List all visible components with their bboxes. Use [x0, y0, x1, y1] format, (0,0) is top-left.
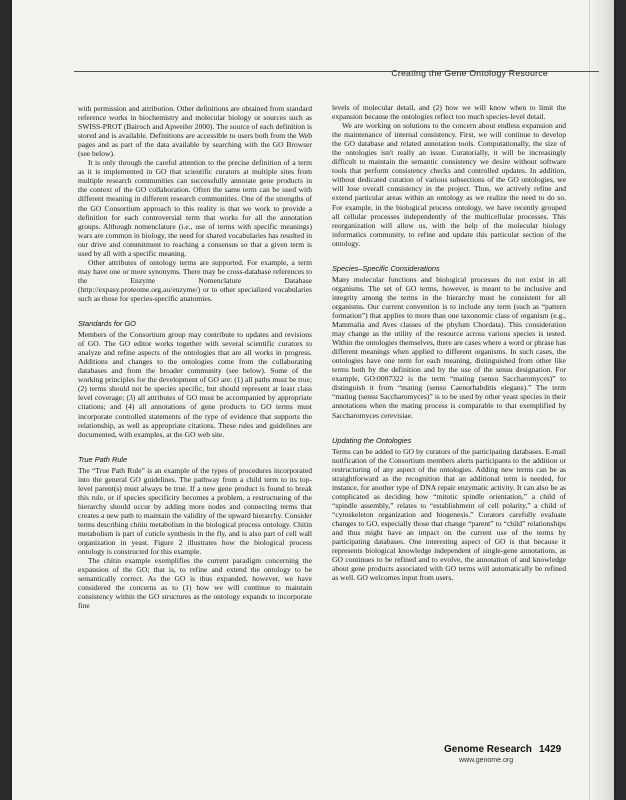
running-head: Creating the Gene Ontology Resource — [391, 68, 548, 78]
paragraph: Other attributes of ontology terms are supported. For example, a term may have one or more synonyms. There may be cross-database references to the Enzyme Nomenclature Database (http://expasy.proteome.org.au/enzyme/) or to other specialized vocabularies such as those for species-specific anatomies. — [78, 257, 312, 303]
journal-name: Genome Research — [444, 744, 532, 755]
paragraph: The chitin example exemplifies the current paradigm concerning the expansion of the GO; that is, to refine and extend the ontology to be semantically correct. As the GO is thus expanded, however, we have considered the concerns as to (1) how we will continue to maintain consistency within the GO structures as the ontology expands to incorporate fine — [78, 556, 312, 611]
paragraph: Terms can be added to GO by curators of the participating databases. E-mail notification of the Consortium members alerts participants to the addition or restructuring of any aspect of the ontologies. Adding new terms can be as straightforward as the recognition that an additional term is needed, for instance, for another type of DNA repair enzymatic activity. It can also be as complicated as deciding how “mitotic spindle orientation,” a child of “spindle assembly,” relates to “establishment of cell polarity,” a child of “cytoskeleton organization and biogenesis.” Curators carefully evaluate changes to GO, especially those that change “parent” to “child” relationships and thus might have an impact on the current use of the terms by participating databases. One interesting aspect of GO is that because it represents biological knowledge independent of single-gene annotations, as GO continues to be refined and to evolve, the annotation of and knowledge about gene products associated with GO terms will automatically be refined as well. GO welcomes input from users. — [332, 446, 566, 583]
page-number: 1429 — [539, 744, 562, 755]
left-column — [78, 104, 312, 610]
paragraph: It is only through the careful attention to the precise definition of a term as it is implemented in GO that scientific curators at multiple sites from multiple research communities can successfully annotate gene products in the context of the GO collaboration. Often the same term can be used with different meaning in different research communities. One of the strengths of the GO Consortium approach to this reality is that we work to provide a definition for each controversial term that works for all the annotation groups. Although nomenclature (i.e., use of terms with specific meanings) wars are common in biology, the need for shared vocabularies has resulted in our drive and commitment to reaching a consensus so that a given term is used by all with a specific meaning. — [78, 158, 312, 258]
header-rule — [74, 71, 599, 72]
page-edge — [589, 0, 614, 800]
paragraph: Members of the Consortium group may contribute to updates and revisions of GO. The GO editor works together with several scientific curators to analyze and refine aspects of the ontologies that are all works in progress. Additions and changes to the ontologies come from the collaborating databases and from the broader community (see below). Some of the working principles for the development of GO are: (1) all paths must be true; (2) terms should not be species specific, but should represent at least class level coverage; (3) all attributes of GO must be accompanied by appropriate citations; and (4) all annotations of gene products to GO terms must incorporate controlled statements of the type of evidence that supports the relationship, as well as appropriate citations. These rules and guidelines are documented, with examples, at the GO web site. — [78, 330, 312, 439]
section-heading-true-path: True Path Rule — [78, 454, 128, 464]
paragraph: The “True Path Rule” is an example of the types of procedures incorporated into the general GO guidelines. The pathway from a child term to its top-level parent(s) must always be true. If a new gene product is found to break this rule, or if species specificity becomes a problem, a restructuring of the hierarchy should occur by adding more nodes and connecting terms that creates a new path to maintain the validity of the upward hierarchy. Consider terms describing chitin metabolism in the biological process ontology. Chitin metabolism is part of cuticle synthesis in the fly, and is also part of cell wall organization in yeast. Figure 2 illustrates how the biological process ontology is constructed for this example. — [78, 465, 312, 557]
paragraph: We are working on solutions to the concern about endless expansion and the maintenance of internal consistency. First, we will continue to develop the GO database and related annotation tools. Computationally, the size of the ontologies isn't really an issue. Curatorially, it will be increasingly difficult to maintain the semantic consistency we desire without software tools that perform consistency checks and controlled updates. In addition, without dedicated curation of various subsections of the GO ontologies, we will lose overall consistency in the project. Thus, we actively refine and extend particular areas within an ontology as we realize the need to do so. For example, in the biological process ontology, we have recently grouped all cellular processes independently of the multicellular processes. This reorganization will allow us, with the help of the molecular biology informatics community, to refine and update this particular section of the ontology. — [332, 121, 566, 248]
paragraph: levels of molecular detail, and (2) how we will know when to limit the expansion because the ontologies reflect too much species-level detail. — [332, 103, 566, 122]
paragraph: Many molecular functions and biological processes do not exist in all organisms. The set of GO terms, however, is meant to be inclusive and integrity among the terms in the hierarchy must be consistent for all organisms. Our current convention is to include any term (such as “pattern formation”) that applies to more than one taxonomic class of organism (e.g., Mammalia and Aves classes of the phylum Chordata). This consideration may change as the utility of the resource across various species is tested. Within the ontologies themselves, there are cases where a word or phrase has different meanings when applied to different organisms. In such cases, the ontologies have one term for each meaning, distinguished from other like terms both by the definition and by the use of the sensu designation. For example, GO:0007322 is the term “mating (sensu Saccharomyces)” to distinguish it from “mating (sensu Caenorhabditis elegans).” The term “mating (sensu Saccharomyces)” is to be used by other yeast species in their annotations when the mating process is comparable to that exemplified by Saccharomyces cerevisiae. — [332, 274, 566, 420]
right-column — [332, 103, 566, 582]
section-heading-updating: Updating the Ontologies — [332, 435, 412, 445]
section-heading-standards: Standards for GO — [78, 319, 136, 329]
paragraph: with permission and attribution. Other definitions are obtained from standard reference works in biochemistry and molecular biology or sources such as SWISS-PROT (Bairoch and Apweiler 2000). The source of each definition is stored and is available. Definitions are accessible to users both from the Web pages and as part of the data available by searching with the GO Browser (see below). — [78, 104, 312, 159]
section-heading-species: Species–Specific Considerations — [332, 263, 440, 273]
journal-page — [12, 0, 614, 800]
journal-url: www.genome.org — [459, 757, 514, 764]
